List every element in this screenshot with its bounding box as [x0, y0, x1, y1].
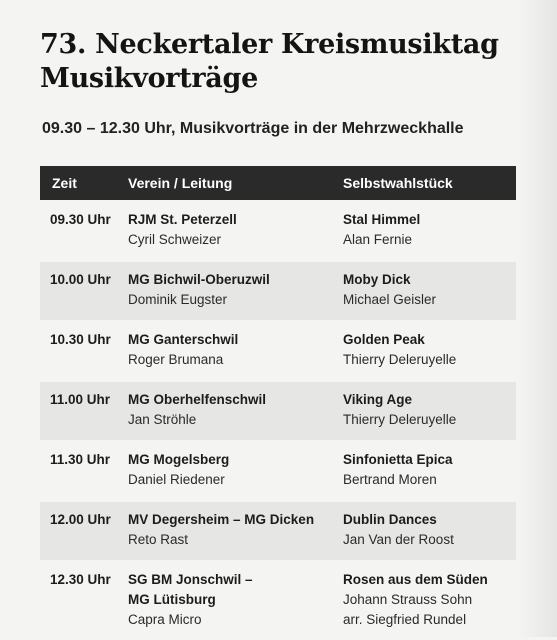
- piece-composer: Jan Van der Roost: [343, 532, 454, 547]
- piece-title: Dublin Dances: [343, 512, 437, 527]
- club-leader: Cyril Schweizer: [128, 232, 222, 247]
- piece-title: Viking Age: [343, 392, 413, 407]
- row-club-cell: [120, 210, 335, 250]
- schedule-subtitle: 09.30 – 12.30 Uhr, Musikvorträge in der Mehrzweckhalle: [42, 120, 464, 137]
- row-time: 11.30 Uhr: [50, 452, 111, 467]
- club-leader: Roger Brumana: [128, 352, 224, 367]
- row-time: 10.30 Uhr: [50, 332, 111, 347]
- row-time: 12.00 Uhr: [50, 512, 111, 527]
- row-time: 10.00 Uhr: [50, 272, 111, 287]
- piece-title: Rosen aus dem Süden: [343, 572, 488, 587]
- club-name: RJM St. Peterzell: [128, 212, 237, 227]
- header-piece: Selbstwahlstück: [343, 175, 453, 191]
- row-club-cell: [120, 570, 335, 630]
- page-title: [40, 28, 520, 96]
- club-leader: Jan Ströhle: [128, 412, 197, 427]
- page-edge-shadow: [517, 0, 557, 637]
- header-club: Verein / Leitung: [128, 175, 233, 191]
- row-club-cell: [120, 450, 335, 490]
- header-time: Zeit: [52, 175, 77, 191]
- table-row: [40, 200, 516, 260]
- piece-title: Stal Himmel: [343, 212, 421, 227]
- club-name-continued: MG Lütisburg: [128, 592, 216, 607]
- club-name: MG Bichwil-Oberuzwil: [128, 272, 270, 287]
- piece-title: Sinfonietta Epica: [343, 452, 453, 467]
- row-club-cell: [120, 270, 335, 310]
- club-name: MV Degersheim – MG Dicken: [128, 512, 315, 527]
- title-line-1: 73. Neckertaler Kreismusiktag: [40, 29, 499, 60]
- piece-composer: Michael Geisler: [343, 292, 437, 307]
- row-piece-cell: [335, 510, 516, 550]
- table-row: [40, 380, 516, 440]
- piece-composer: Alan Fernie: [343, 232, 413, 247]
- club-leader: Dominik Eugster: [128, 292, 228, 307]
- row-piece-cell: [335, 450, 516, 490]
- club-leader: Daniel Riedener: [128, 472, 225, 487]
- piece-title: Moby Dick: [343, 272, 411, 287]
- row-club-cell: [120, 390, 335, 430]
- table-row: [40, 320, 516, 380]
- row-time: 11.00 Uhr: [50, 392, 111, 407]
- row-club-cell: [120, 510, 335, 550]
- piece-composer: Bertrand Moren: [343, 472, 437, 487]
- row-piece-cell: [335, 270, 516, 310]
- row-piece-cell: [335, 330, 516, 370]
- title-line-2: Musikvorträge: [40, 63, 258, 94]
- table-row: [40, 440, 516, 500]
- club-leader: Capra Micro: [128, 612, 202, 627]
- schedule-table: [40, 166, 516, 640]
- club-name: MG Mogelsberg: [128, 452, 230, 467]
- club-name: MG Ganterschwil: [128, 332, 239, 347]
- piece-composer: Thierry Deleruyelle: [343, 412, 457, 427]
- table-row: [40, 500, 516, 560]
- table-row: [40, 260, 516, 320]
- row-time: 09.30 Uhr: [50, 212, 111, 227]
- row-piece-cell: [335, 570, 516, 630]
- row-piece-cell: [335, 390, 516, 430]
- piece-composer: Thierry Deleruyelle: [343, 352, 457, 367]
- club-name: MG Oberhelfenschwil: [128, 392, 267, 407]
- row-club-cell: [120, 330, 335, 370]
- club-name: SG BM Jonschwil –: [128, 572, 253, 587]
- row-piece-cell: [335, 210, 516, 250]
- piece-arranger: arr. Siegfried Rundel: [343, 612, 467, 627]
- row-time: 12.30 Uhr: [50, 572, 111, 587]
- table-header: [40, 166, 516, 200]
- table-row: [40, 560, 516, 640]
- piece-title: Golden Peak: [343, 332, 425, 347]
- piece-composer: Johann Strauss Sohn: [343, 592, 473, 607]
- club-leader: Reto Rast: [128, 532, 189, 547]
